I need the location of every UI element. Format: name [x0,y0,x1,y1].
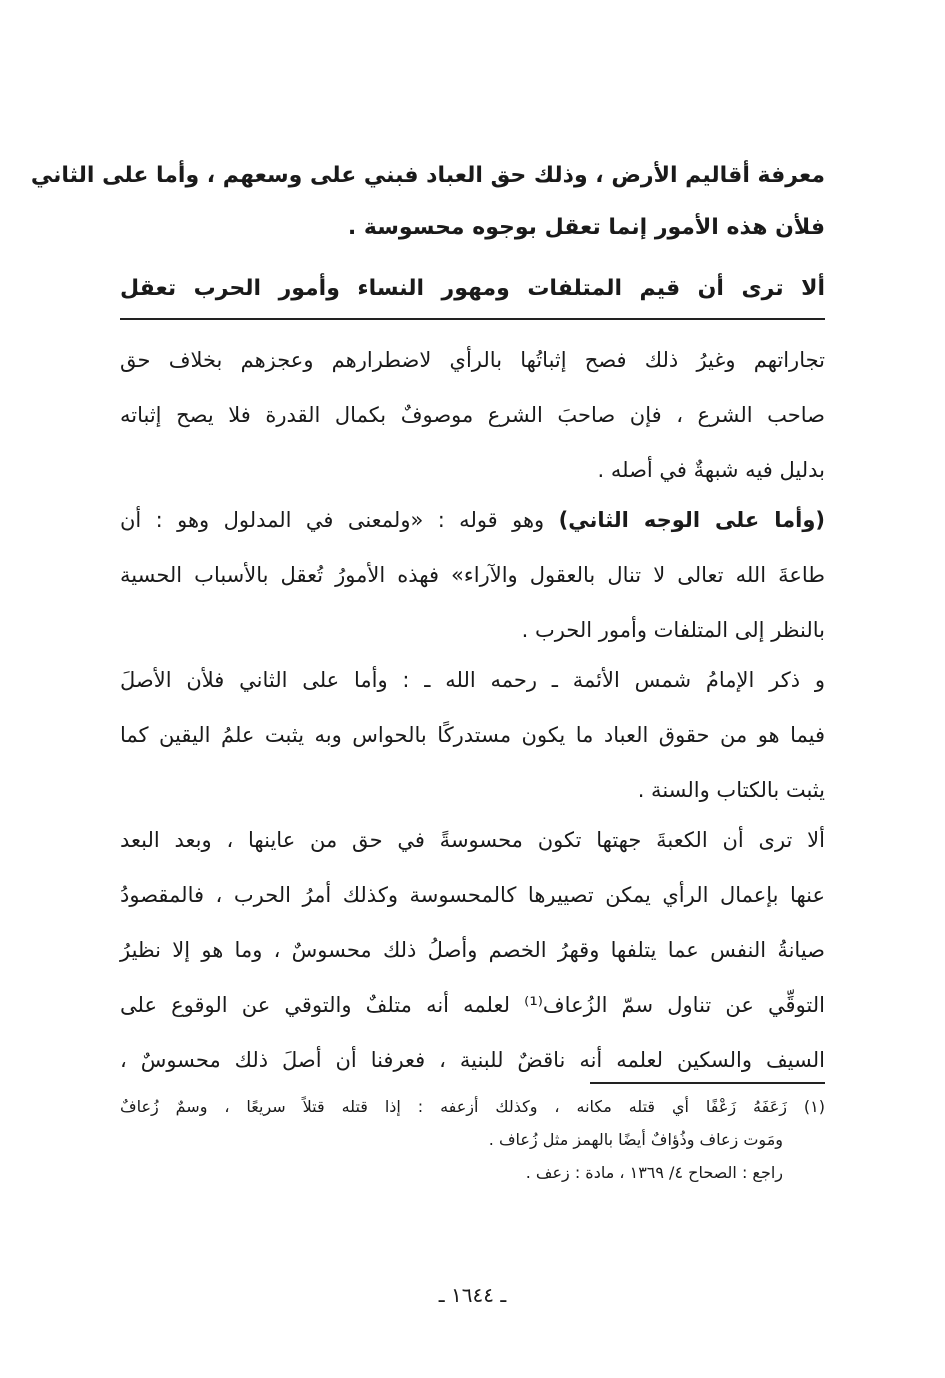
paragraph-line: تجاراتهم وغيرُ ذلك فصح إثباتُها بالرأي لاضطرارهم وعجزهم بخلاف حق [120,348,825,372]
paragraph-line: طاعةَ الله تعالى لا تنال بالعقول والآراء» فهذه الأمورُ تُعقل بالأسباب الحسية [120,563,825,587]
paragraph-line: السيف والسكين لعلمه أنه ناقضٌ للبنية ، فعرفنا أن أصلَ ذلك محسوسٌ ، [120,1048,825,1072]
matn-text-continued [120,263,825,315]
paragraph-line: بالنظر إلى المتلفات وأمور الحرب . [521,618,825,642]
paragraph-line: عنها بإعمال الرأي يمكن تصييرها كالمحسوسة وكذلك أمرُ الحرب ، فالمقصودُ [120,883,825,907]
paragraph-line [120,493,825,548]
paragraph-line: فيما هو من حقوق العباد ما يكون مستدركًا بالحواس وبه يثبت علمُ اليقين كما [120,723,825,747]
matn-text [30,150,825,254]
page-number: ـ ١٦٤٤ ـ [438,1283,507,1307]
paragraph-line: يثبت بالكتاب والسنة . [637,778,825,802]
matn-separator-rule [120,318,825,320]
paragraph-line: بدليل فيه شبهةٌ في أصله . [597,458,825,482]
footnote [120,1090,825,1189]
matn-line-3: ألا ترى أن قيم المتلفات ومهور النساء وأمور الحرب تعقل [120,276,825,301]
commentary-paragraph-3 [120,653,825,818]
paragraph-line: صيانةُ النفس عما يتلفها وقهرُ الخصم وأصلُ ذلك محسوسٌ ، وما هو إلا نظيرُ [120,938,825,962]
paragraph-line: صاحب الشرع ، فإن صاحبَ الشرع موصوفٌ بكمال القدرة فلا يصح إثباته [120,403,825,427]
commentary-paragraph-2 [120,493,825,658]
paragraph-line: ألا ترى أن الكعبةَ جهتها تكون محسوسةً في حق من عاينها ، وبعد البعد [120,828,825,852]
paragraph-line-rest: وهو قوله : «ولمعنى في المدلول وهو : أن [120,508,545,532]
paragraph-line: التوقِّي عن تناول سمّ الزُعاف⁽¹⁾ لعلمه أنه متلفٌ والتوقي عن الوقوع على [120,993,826,1017]
matn-line-1: معرفة أقاليم الأرض ، وذلك حق العباد فبني على وسعهم ، وأما على الثاني [30,163,825,188]
commentary-paragraph-1 [120,333,825,498]
matn-line-2: فلأن هذه الأمور إنما تعقل بوجوه محسوسة . [347,215,825,240]
commentary-paragraph-4 [120,813,825,1088]
footnote-line: راجع : الصحاح ٤/ ١٣٦٩ ، مادة : زعف . [525,1163,783,1182]
paragraph-line: و ذكر الإمامُ شمس الأئمة ـ رحمه الله ـ : وأما على الثاني فلأن الأصلَ [120,668,825,692]
footnote-line: (١) زَعَفَهُ زَعْفًا أي قتله مكانه ، وكذلك أزعفه : إذا قتله قتلاً سريعًا ، وسمٌ زُعافٌ [120,1097,825,1116]
footnote-line: ومَوت زعاف وذُؤافٌ أيضًا بالهمز مثل زُعاف . [488,1130,783,1149]
bold-heading: (وأما على الوجه الثاني) [558,508,825,532]
footnote-separator-rule [590,1082,825,1084]
